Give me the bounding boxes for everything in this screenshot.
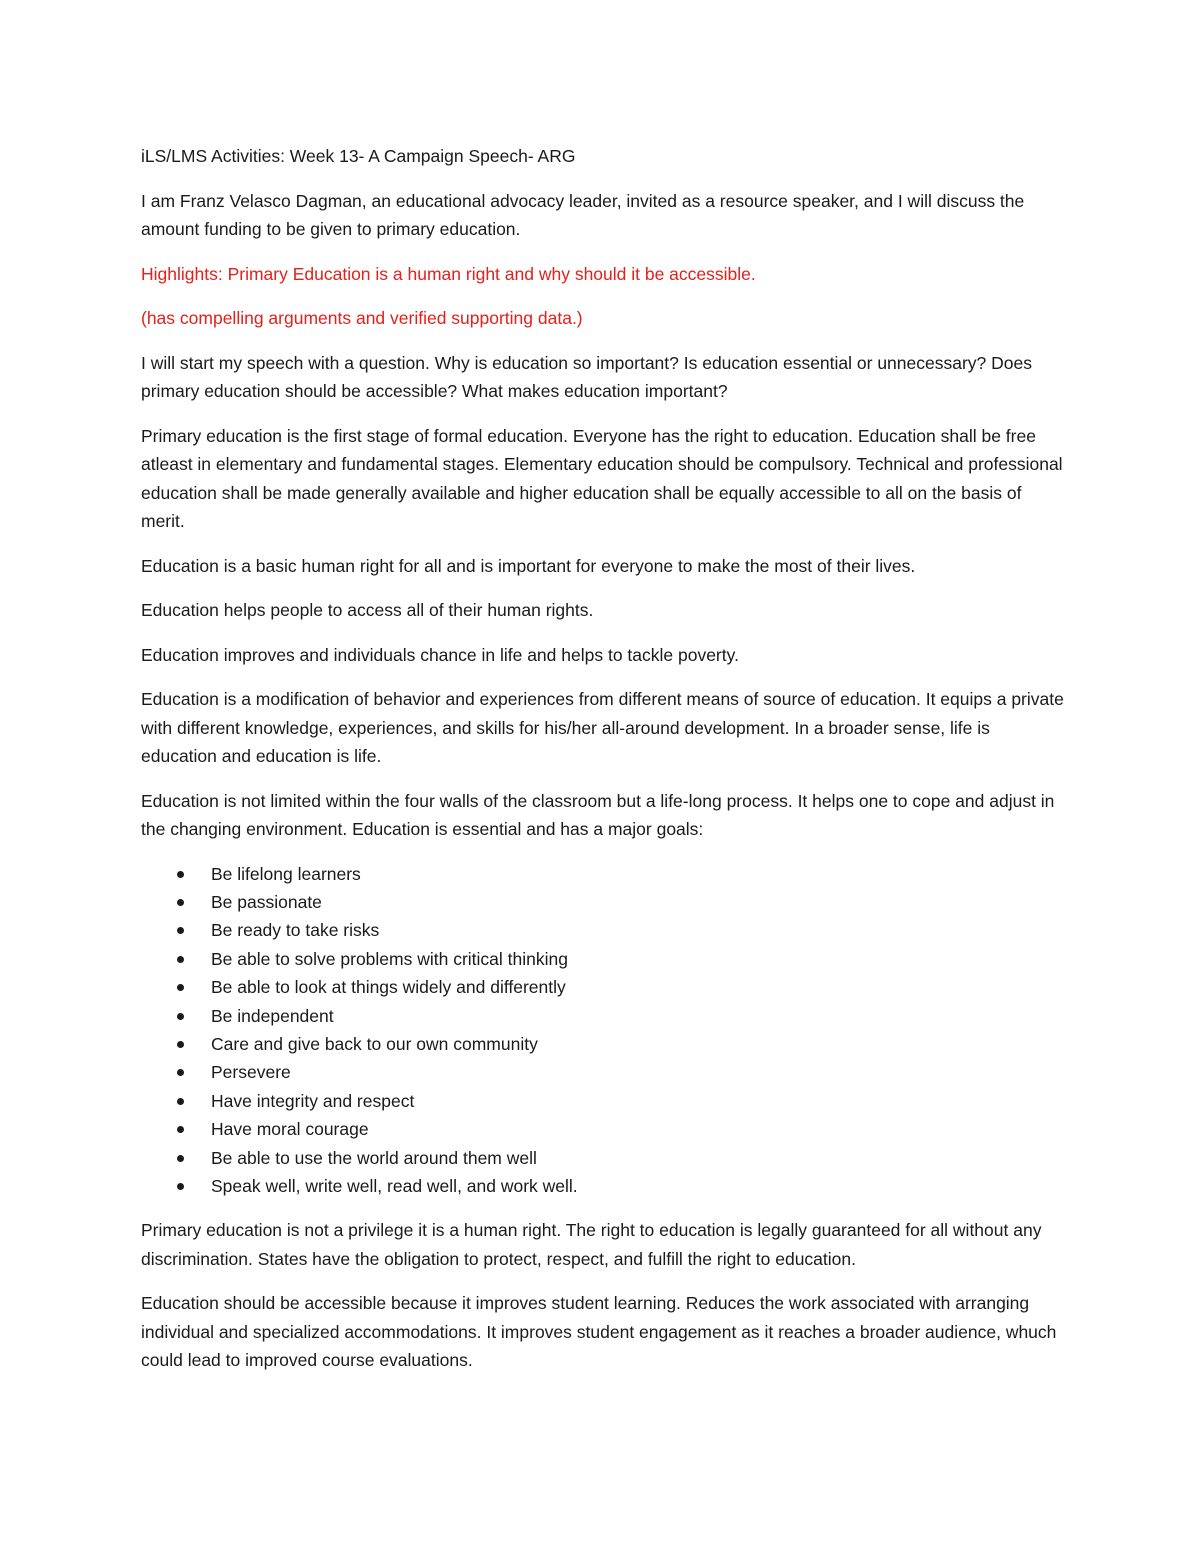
list-item: [141, 1058, 1066, 1086]
bullet-icon: [177, 927, 184, 934]
bullet-icon: [177, 1041, 184, 1048]
list-item: [141, 1172, 1066, 1200]
highlights-line: Highlights: Primary Education is a human right and why should it be accessible.: [141, 263, 756, 284]
document-title: iLS/LMS Activities: Week 13- A Campaign Speech- ARG: [141, 146, 576, 166]
list-item-text: Have moral courage: [211, 1119, 369, 1140]
list-item-text: Have integrity and respect: [211, 1090, 415, 1111]
bullet-icon: [177, 1013, 184, 1020]
goals-list: [141, 860, 1066, 1201]
list-item: [141, 1030, 1066, 1058]
bullet-icon: [177, 899, 184, 906]
list-item-text: Be able to look at things widely and differently: [211, 977, 566, 998]
list-item: [141, 1002, 1066, 1030]
bullet-icon: [177, 1069, 184, 1076]
paragraph: I will start my speech with a question. Why is education so important? Is education essential or unnecessary? Does primary education should be accessible? What makes education important?: [141, 352, 1032, 401]
paragraph: Education is a modification of behavior and experiences from different means of source of education. It equips a private with different knowledge, experiences, and skills for his/her all-around development. In a broader sense, life is education and education is life.: [141, 689, 1064, 766]
document-body: [141, 142, 1066, 1391]
list-item: [141, 888, 1066, 916]
list-item-text: Be ready to take risks: [211, 920, 380, 941]
bullet-icon: [177, 956, 184, 963]
paragraph: Education is a basic human right for all and is important for everyone to make the most of their lives.: [141, 555, 916, 576]
bullet-icon: [177, 871, 184, 878]
bullet-icon: [177, 1126, 184, 1133]
list-item-text: Speak well, write well, read well, and work well.: [211, 1175, 578, 1196]
bullet-icon: [177, 1155, 184, 1162]
list-item: [141, 1087, 1066, 1115]
list-item-text: Be able to use the world around them well: [211, 1147, 537, 1168]
bullet-icon: [177, 1183, 184, 1190]
list-item: [141, 945, 1066, 973]
list-item: [141, 1144, 1066, 1172]
intro-paragraph: I am Franz Velasco Dagman, an educational advocacy leader, invited as a resource speaker, and I will discuss the amount funding to be given to primary education.: [141, 190, 1025, 239]
highlights-note: (has compelling arguments and verified supporting data.): [141, 308, 583, 328]
list-item-text: Persevere: [211, 1062, 291, 1083]
list-item: [141, 973, 1066, 1001]
paragraph: Education helps people to access all of their human rights.: [141, 600, 594, 620]
paragraph: Primary education is the first stage of formal education. Everyone has the right to education. Education shall be free atleast in elementary and fundamental stages. Elementary education should be compulsory. Technical and professional education shall be made generally available and higher education shall be equally accessible to all on the basis of merit.: [141, 425, 1063, 531]
list-item-text: Be independent: [211, 1005, 334, 1026]
paragraph: Education should be accessible because it improves student learning. Reduces the work associated with arranging individual and specialized accommodations. It improves student engagement as it reaches a broader audience, whuch could lead to improved course evaluations.: [141, 1293, 1057, 1371]
list-item-text: Be able to solve problems with critical thinking: [211, 948, 568, 969]
paragraph: Education improves and individuals chance in life and helps to tackle poverty.: [141, 644, 739, 665]
paragraph: Education is not limited within the four walls of the classroom but a life-long process. It helps one to cope and adjust in the changing environment. Education is essential and has a major goals:: [141, 790, 1055, 839]
list-item-text: Care and give back to our own community: [211, 1033, 538, 1054]
list-item-text: Be lifelong learners: [211, 863, 361, 884]
paragraph: Primary education is not a privilege it is a human right. The right to education is legally guaranteed for all without any discrimination. States have the obligation to protect, respect, and fulfill the right to education.: [141, 1220, 1042, 1269]
list-item: [141, 916, 1066, 944]
list-item-text: Be passionate: [211, 891, 322, 912]
bullet-icon: [177, 1098, 184, 1105]
list-item: [141, 1115, 1066, 1143]
bullet-icon: [177, 984, 184, 991]
list-item: [141, 860, 1066, 888]
